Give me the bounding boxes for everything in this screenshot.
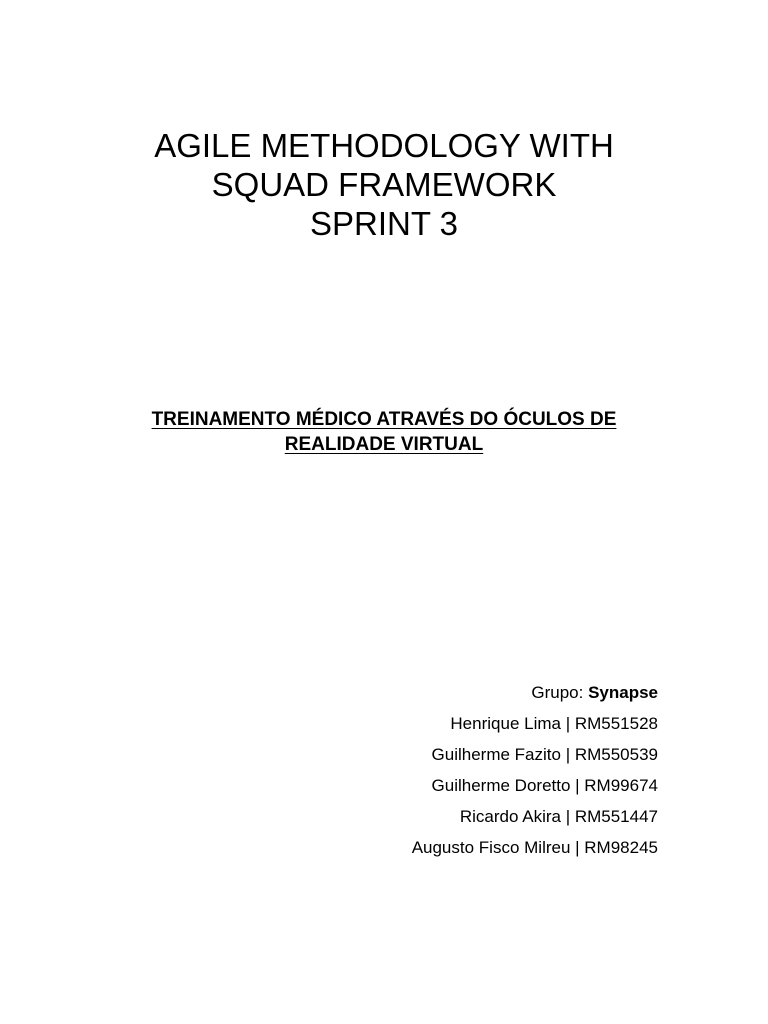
member-item: Guilherme Fazito | RM550539 <box>431 745 658 764</box>
title-line-3: SPRINT 3 <box>310 205 458 242</box>
member-item: Guilherme Doretto | RM99674 <box>431 776 658 795</box>
group-row <box>412 677 658 708</box>
subtitle-line-2: REALIDADE VIRTUAL <box>284 434 484 455</box>
member-item: Henrique Lima | RM551528 <box>450 714 658 733</box>
group-name: Synapse <box>588 683 658 702</box>
page-title <box>0 126 768 243</box>
title-line-2: SQUAD FRAMEWORK <box>211 166 557 203</box>
title-line-1: AGILE METHODOLOGY WITH <box>154 127 614 164</box>
group-label: Grupo: <box>531 683 589 702</box>
project-subtitle <box>0 407 768 457</box>
subtitle-line-1-wrap <box>0 407 768 432</box>
member-item: Augusto Fisco Milreu | RM98245 <box>411 838 658 857</box>
subtitle-line-1: TREINAMENTO MÉDICO ATRAVÉS DO ÓCULOS DE <box>151 409 617 430</box>
subtitle-line-2-wrap <box>0 432 768 457</box>
member-item: Ricardo Akira | RM551447 <box>459 807 658 826</box>
team-info <box>412 677 658 863</box>
